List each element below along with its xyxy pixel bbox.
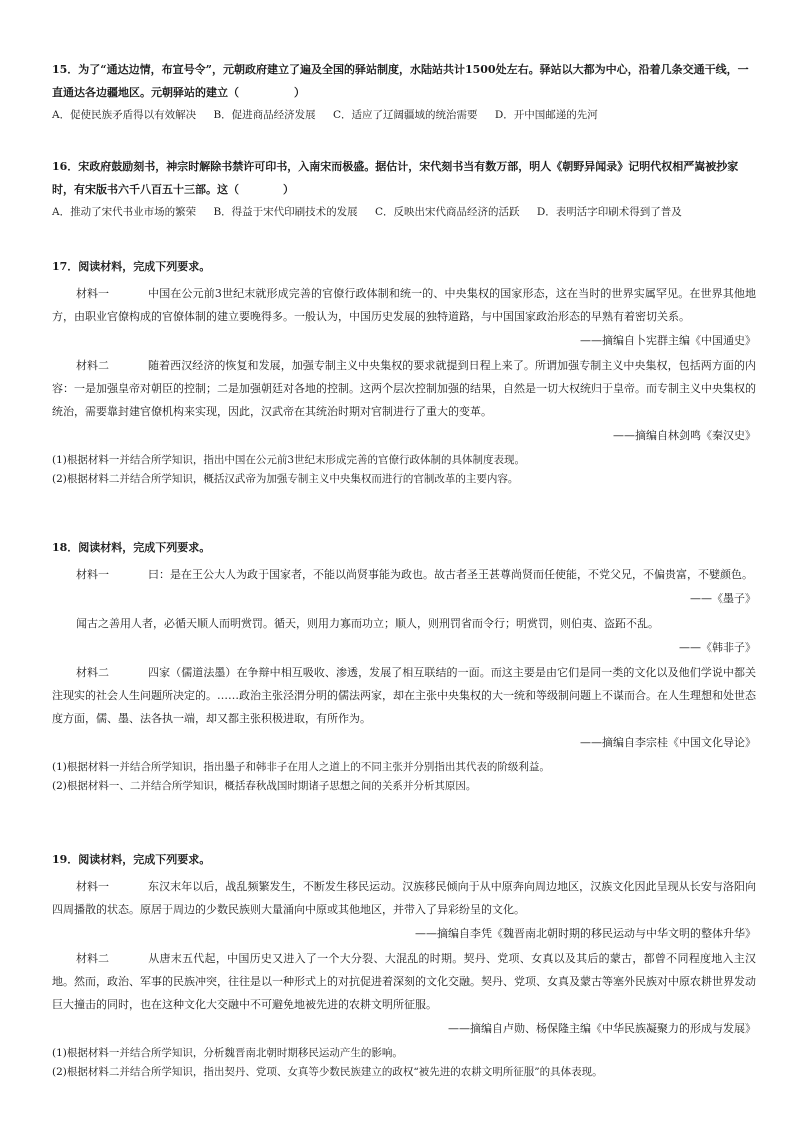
material-text: 东汉末年以后，战乱频繁发生，不断发生移民运动。汉族移民倾向于从中原奔向周边地区，汉族文化因此呈现从长安与洛阳向四周播散的状态。原居于周边的少数民族则大量涌向中原或其他地区，并带入了异彩纷呈的文化。 <box>52 880 756 916</box>
material-label: 材料二 <box>76 359 109 372</box>
question-15-stem: 15．为了“通达边情，布宣号令”，元朝政府建立了遍及全国的驿站制度，水陆站共计1500处左右。驿站以大都为中心，沿着几条交通干线，一直通达各边疆地区。元朝驿站的建立（ ） <box>52 63 749 99</box>
question-16-stem: 16．宋政府鼓励刻书，神宗时解除书禁许可印书，入南宋而极盛。据估计，宋代刻书当有数万部，明人《朝野异闻录》记明代权相严嵩被抄家时，有宋版书六千八百五十三部。这（ ） <box>52 160 739 196</box>
option-c: C．适应了辽阔疆域的统治需要 <box>333 109 478 121</box>
material-source: ——《韩非子》 <box>679 641 756 654</box>
requirement-2: (2)根据材料二并结合所学知识，指出契丹、党项、女真等少数民族建立的政权“被先进的农耕文明所征服”的具体表现。 <box>52 1066 603 1078</box>
option-b: B．促进商品经济发展 <box>213 109 316 121</box>
material-1 <box>52 875 756 921</box>
material-1-b: 闻古之善用人者，必循天顺人而明赏罚。循天，则用力寡而功立；顺人，则刑罚省而令行；明赏罚，则伯夷、盗跖不乱。 <box>76 617 659 630</box>
material-source: ——摘编自李凭《魏晋南北朝时期的移民运动与中华文明的整体升华》 <box>415 927 756 940</box>
option-a: A．推动了宋代书业市场的繁荣 <box>52 206 197 218</box>
material-label: 材料一 <box>76 568 109 581</box>
material-2 <box>52 947 756 1016</box>
option-d: D．表明活字印刷术得到了普及 <box>536 206 682 218</box>
question-18-title: 18．阅读材料，完成下列要求。 <box>52 541 211 554</box>
material-text: 曰：是在王公大人为政于国家者，不能以尚贤事能为政也。故古者圣王甚尊尚贤而任使能，不党父兄，不偏贵富，不嬖颜色。 <box>148 568 753 581</box>
material-text: 随着西汉经济的恢复和发展，加强专制主义中央集权的要求就提到日程上来了。所谓加强专制主义中央集权，包括两方面的内容：一是加强皇帝对朝臣的控制；二是加强朝廷对各地的控制。这两个层次控制加强的结果，自然是一切大权统归于皇帝。而专制主义中央集权的统治，需要靠封建官僚机构来实现，因此，汉武帝在其统治时期对官制进行了重大的变革。 <box>52 359 756 418</box>
question-17 <box>52 255 756 489</box>
material-source: ——摘编自李宗桂《中国文化导论》 <box>580 736 756 749</box>
material-text: 中国在公元前3世纪末就形成完善的官僚行政体制和统一的、中央集权的国家形态，这在当时的世界实属罕见。在世界其他地方，由职业官僚构成的官僚体制的建立要晚得多。一般认为，中国历史发展的独特道路，与中国国家政治形态的早熟有着密切关系。 <box>52 287 756 323</box>
material-2 <box>52 661 756 730</box>
requirement-2: (2)根据材料二并结合所学知识，概括汉武帝为加强专制主义中央集权而进行的官制改革的主要内容。 <box>52 473 519 485</box>
question-15-options <box>52 105 756 125</box>
option-a: A．促使民族矛盾得以有效解决 <box>52 109 197 121</box>
material-1 <box>52 563 756 586</box>
material-1 <box>52 282 756 328</box>
requirement-1: (1)根据材料一并结合所学知识，指出墨子和韩非子在用人之道上的不同主张并分别指出其代表的阶级利益。 <box>52 761 550 773</box>
option-d: D．开中国邮递的先河 <box>494 109 598 121</box>
material-label: 材料二 <box>76 952 109 965</box>
question-16-options <box>52 202 756 222</box>
material-label: 材料一 <box>76 287 109 300</box>
question-19-title: 19．阅读材料，完成下列要求。 <box>52 853 211 866</box>
requirement-2: (2)根据材料一、二并结合所学知识，概括春秋战国时期诸子思想之间的关系并分析其原因。 <box>52 780 477 792</box>
question-19 <box>52 848 756 1082</box>
question-16 <box>52 155 756 222</box>
requirement-1: (1)根据材料一并结合所学知识，指出中国在公元前3世纪末形成完善的官僚行政体制的具体制度表现。 <box>52 454 526 466</box>
question-17-title: 17．阅读材料，完成下列要求。 <box>52 260 211 273</box>
material-source: ——摘编自林剑鸣《秦汉史》 <box>613 429 756 442</box>
material-source: ——《墨子》 <box>690 592 756 605</box>
material-2 <box>52 354 756 423</box>
material-label: 材料一 <box>76 880 109 893</box>
material-text: 从唐末五代起，中国历史又进入了一个大分裂、大混乱的时期。契丹、党项、女真以及其后的蒙古，都曾不同程度地入主汉地。然而，政治、军事的民族冲突，往往是以一种形式上的对抗促进着深刻的文化交融。契丹、党项、女真及蒙古等塞外民族对中原农耕世界发动巨大撞击的同时，也在这种文化大交融中不可避免地被先进的农耕文明所征服。 <box>52 952 756 1011</box>
requirement-1: (1)根据材料一并结合所学知识，分析魏晋南北朝时期移民运动产生的影响。 <box>52 1047 403 1059</box>
question-15 <box>52 58 756 125</box>
material-text: 四家（儒道法墨）在争辩中相互吸收、渗透，发展了相互联结的一面。而这主要是由它们是同一类的文化以及他们学说中都关注现实的社会人生问题所决定的。……政治主张泾渭分明的儒法两家，却在主张中央集权的大一统和等级制问题上不谋而合。在人生理想和处世态度方面，儒、墨、法各执一端，却又都主张积极进取，有所作为。 <box>52 666 756 725</box>
option-b: B．得益于宋代印刷技术的发展 <box>213 206 358 218</box>
material-source: ——摘编自卜宪群主编《中国通史》 <box>580 334 756 347</box>
material-source: ——摘编自卢勋、杨保隆主编《中华民族凝聚力的形成与发展》 <box>448 1022 756 1035</box>
option-c: C．反映出宋代商品经济的活跃 <box>375 206 520 218</box>
material-label: 材料二 <box>76 666 109 679</box>
question-18 <box>52 536 756 796</box>
